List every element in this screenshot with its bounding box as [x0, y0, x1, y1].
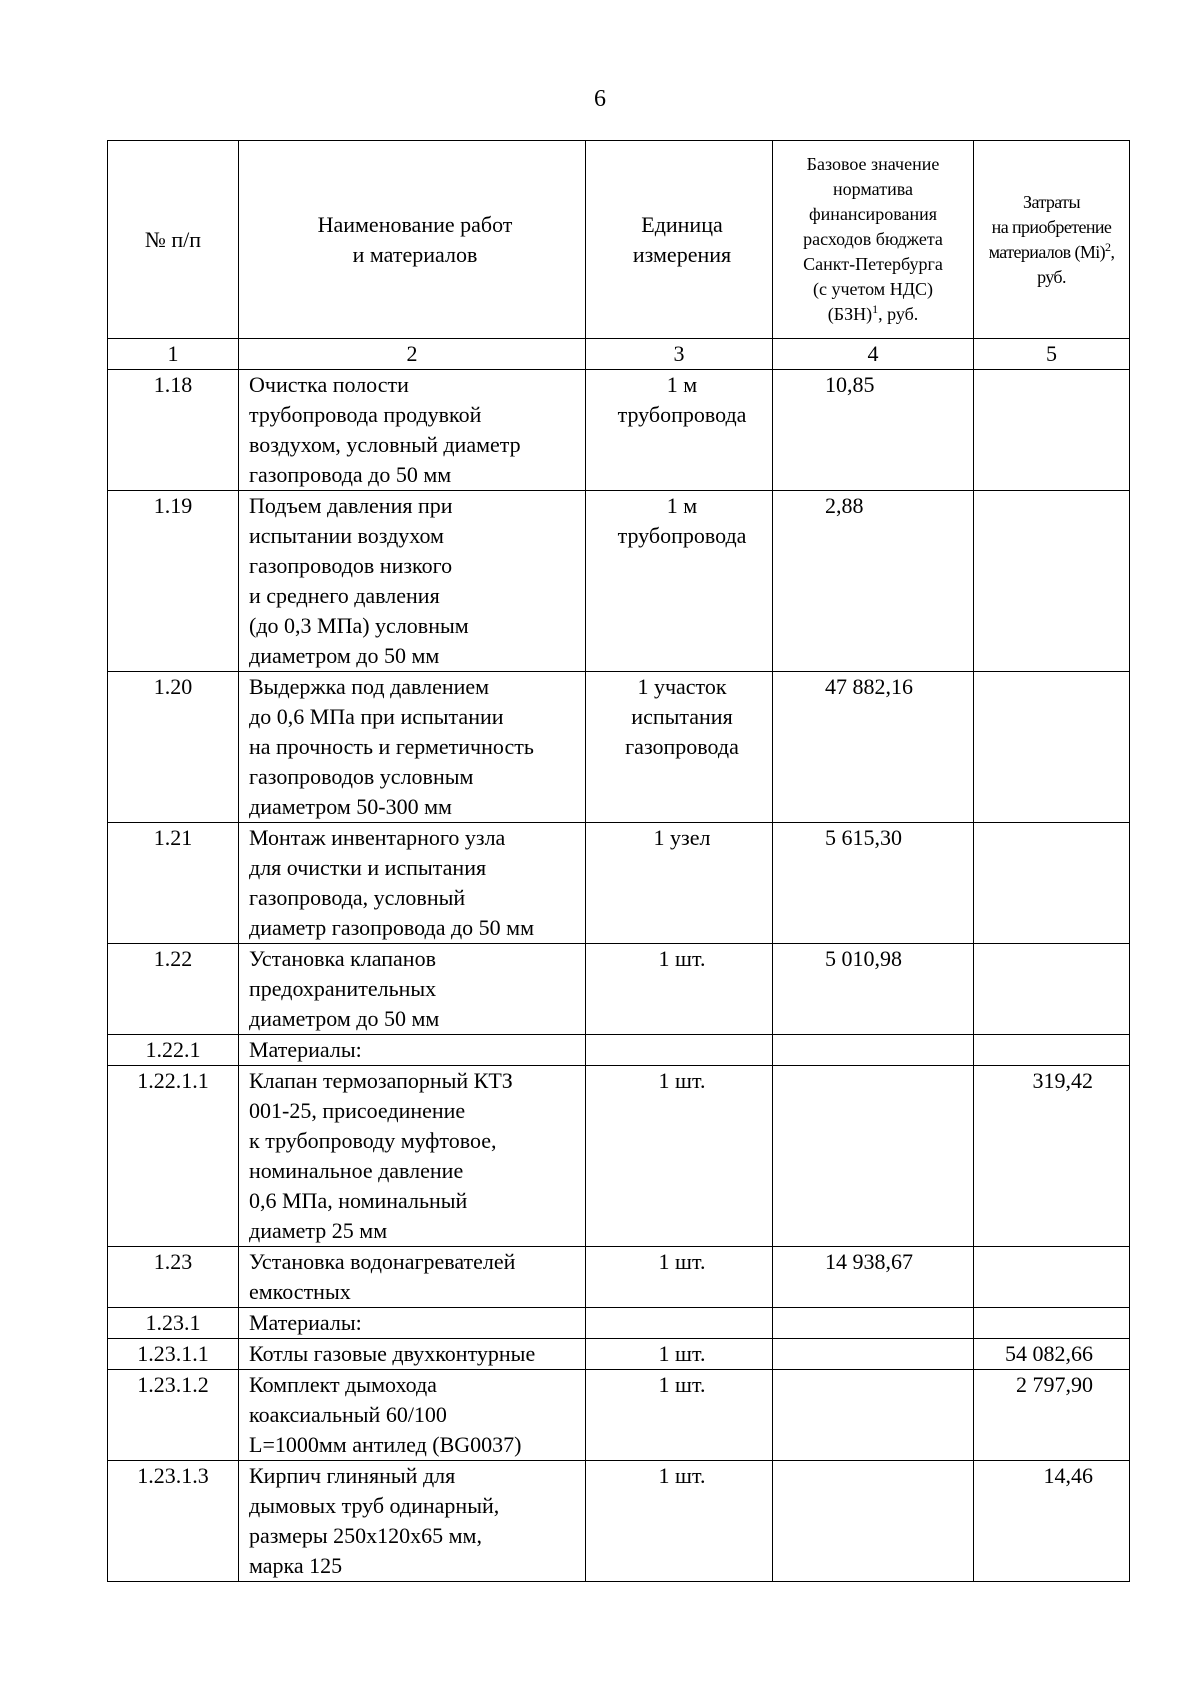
- row-number: 1.23: [108, 1247, 239, 1308]
- column-number: 1: [108, 339, 239, 370]
- header-base-value-unit: , руб.: [878, 304, 919, 324]
- row-material-cost: [974, 1247, 1130, 1308]
- table-row: [108, 944, 1130, 1035]
- row-unit: 1 шт.: [586, 1066, 773, 1247]
- row-material-cost: [974, 944, 1130, 1035]
- row-number: 1.23.1.3: [108, 1461, 239, 1582]
- column-number: 5: [974, 339, 1130, 370]
- row-material-cost: [974, 1308, 1130, 1339]
- header-row: [108, 141, 1130, 339]
- row-number: 1.22.1.1: [108, 1066, 239, 1247]
- row-material-cost: 54 082,66: [974, 1339, 1130, 1370]
- row-base-value: [773, 1370, 974, 1461]
- row-material-cost: 319,42: [974, 1066, 1130, 1247]
- table-row: [108, 1066, 1130, 1247]
- row-unit: 1 узел: [586, 823, 773, 944]
- table-row: [108, 1035, 1130, 1066]
- row-number: 1.20: [108, 672, 239, 823]
- table-row: [108, 1308, 1130, 1339]
- row-number: 1.23.1.1: [108, 1339, 239, 1370]
- row-number: 1.22: [108, 944, 239, 1035]
- row-name: Установка клапанов предохранительных диаметром до 50 мм: [239, 944, 586, 1035]
- table-row: [108, 370, 1130, 491]
- header-material-costs-unit: , руб.: [1037, 241, 1115, 287]
- row-base-value: 14 938,67: [773, 1247, 974, 1308]
- row-unit: [586, 1308, 773, 1339]
- row-material-cost: [974, 370, 1130, 491]
- column-number-row: [108, 339, 1130, 370]
- header-base-value-footnote: 1: [872, 302, 879, 316]
- header-material-costs-text: Затраты на приобретение материалов (Mi): [988, 191, 1112, 262]
- row-unit: 1 шт.: [586, 1247, 773, 1308]
- row-base-value: 5 615,30: [773, 823, 974, 944]
- row-unit: 1 шт.: [586, 1370, 773, 1461]
- row-base-value: [773, 1035, 974, 1066]
- row-name: Подъем давления при испытании воздухом газопроводов низкого и среднего давления (до 0,3 МПа) условным диаметром до 50 мм: [239, 491, 586, 672]
- row-number: 1.23.1: [108, 1308, 239, 1339]
- row-unit: 1 шт.: [586, 1461, 773, 1582]
- row-material-cost: [974, 491, 1130, 672]
- row-base-value: [773, 1066, 974, 1247]
- table-row: [108, 1339, 1130, 1370]
- cost-norms-table: [107, 140, 1130, 1582]
- header-base-value: [773, 141, 974, 339]
- page-number: 6: [594, 86, 606, 112]
- row-name: Кирпич глиняный для дымовых труб одинарный, размеры 250х120х65 мм, марка 125: [239, 1461, 586, 1582]
- row-number: 1.21: [108, 823, 239, 944]
- column-number: 4: [773, 339, 974, 370]
- table-row: [108, 1461, 1130, 1582]
- row-material-cost: [974, 672, 1130, 823]
- row-material-cost: 2 797,90: [974, 1370, 1130, 1461]
- header-base-value-text: Базовое значение норматива финансирования расходов бюджета Санкт-Петербурга (с учетом НДС) (БЗН): [803, 154, 943, 324]
- table-row: [108, 823, 1130, 944]
- row-name: Клапан термозапорный КТЗ 001-25, присоединение к трубопроводу муфтовое, номинальное давление 0,6 МПа, номинальный диаметр 25 мм: [239, 1066, 586, 1247]
- row-number: 1.23.1.2: [108, 1370, 239, 1461]
- row-material-cost: [974, 1035, 1130, 1066]
- row-unit: [586, 1035, 773, 1066]
- row-unit: 1 шт.: [586, 944, 773, 1035]
- header-material-costs-footnote: 2: [1105, 239, 1111, 254]
- row-material-cost: [974, 823, 1130, 944]
- row-base-value: [773, 1339, 974, 1370]
- column-number: 2: [239, 339, 586, 370]
- row-name: Котлы газовые двухконтурные: [239, 1339, 586, 1370]
- row-base-value: [773, 1308, 974, 1339]
- row-name: Установка водонагревателей емкостных: [239, 1247, 586, 1308]
- header-number: № п/п: [108, 141, 239, 339]
- row-unit: 1 м трубопровода: [586, 491, 773, 672]
- row-number: 1.19: [108, 491, 239, 672]
- row-unit: 1 м трубопровода: [586, 370, 773, 491]
- row-base-value: 47 882,16: [773, 672, 974, 823]
- row-name: Монтаж инвентарного узла для очистки и испытания газопровода, условный диаметр газопровода до 50 мм: [239, 823, 586, 944]
- row-name: Комплект дымохода коаксиальный 60/100 L=1000мм антилед (BG0037): [239, 1370, 586, 1461]
- row-base-value: 10,85: [773, 370, 974, 491]
- table-row: [108, 672, 1130, 823]
- row-base-value: 5 010,98: [773, 944, 974, 1035]
- row-number: 1.18: [108, 370, 239, 491]
- column-number: 3: [586, 339, 773, 370]
- table-row: [108, 491, 1130, 672]
- row-base-value: 2,88: [773, 491, 974, 672]
- row-unit: 1 шт.: [586, 1339, 773, 1370]
- row-name: Очистка полости трубопровода продувкой воздухом, условный диаметр газопровода до 50 мм: [239, 370, 586, 491]
- row-base-value: [773, 1461, 974, 1582]
- row-number: 1.22.1: [108, 1035, 239, 1066]
- row-name: Материалы:: [239, 1308, 586, 1339]
- header-unit: Единица измерения: [586, 141, 773, 339]
- table-row: [108, 1370, 1130, 1461]
- row-unit: 1 участок испытания газопровода: [586, 672, 773, 823]
- header-name: Наименование работ и материалов: [239, 141, 586, 339]
- row-name: Материалы:: [239, 1035, 586, 1066]
- table-row: [108, 1247, 1130, 1308]
- row-material-cost: 14,46: [974, 1461, 1130, 1582]
- row-name: Выдержка под давлением до 0,6 МПа при испытании на прочность и герметичность газопроводов условным диаметром 50-300 мм: [239, 672, 586, 823]
- header-material-costs: [974, 141, 1130, 339]
